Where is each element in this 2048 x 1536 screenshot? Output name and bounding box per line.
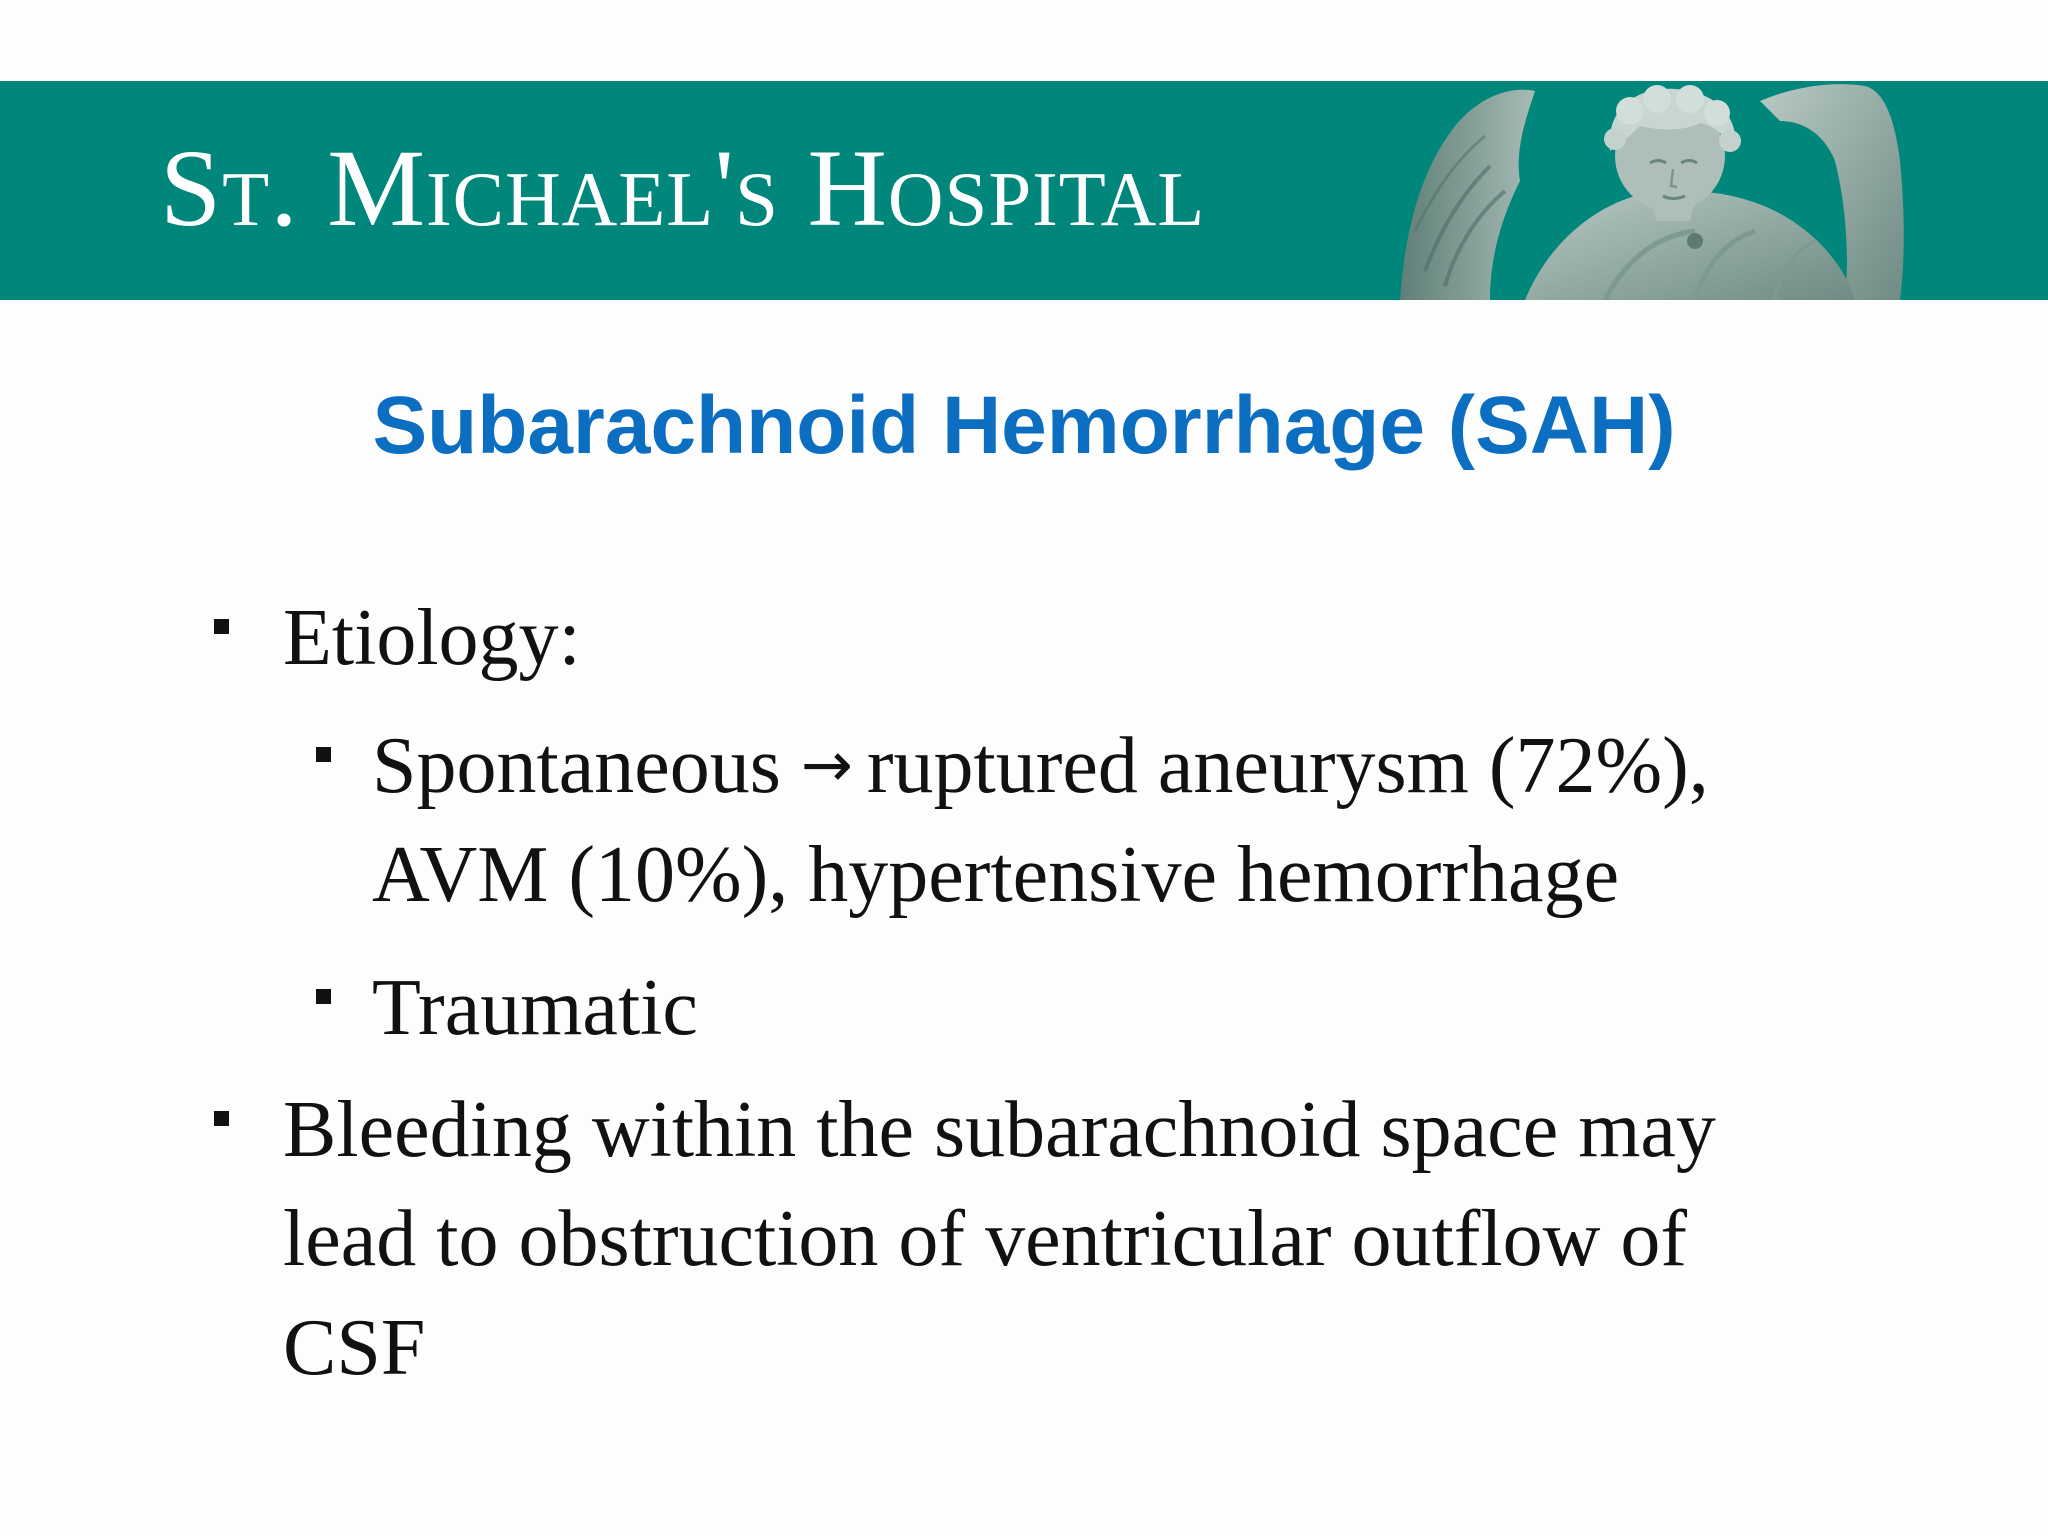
bullet-etiology: Etiology: xyxy=(283,594,581,682)
angel-statue-image xyxy=(1395,81,1910,300)
sub-bullet-marker xyxy=(316,989,331,1004)
sub-bullet-spontaneous-line2: AVM (10%), hypertensive hemorrhage xyxy=(372,831,1620,919)
bullet-bleeding-line3: CSF xyxy=(283,1304,426,1392)
sub-bullet-marker xyxy=(316,747,331,762)
bullet-marker xyxy=(214,619,229,634)
hospital-name: St. Michael's Hospital xyxy=(160,127,1206,249)
sub-bullet-traumatic: Traumatic xyxy=(372,964,698,1052)
bullet-marker xyxy=(214,1111,229,1126)
right-arrow-icon: → xyxy=(800,728,853,801)
sub-bullet-spontaneous-line1 xyxy=(372,722,1709,810)
spontaneous-label: Spontaneous xyxy=(372,722,781,810)
bullet-bleeding-line1: Bleeding within the subarachnoid space may xyxy=(283,1086,1716,1174)
bullet-bleeding-line2: lead to obstruction of ventricular outflow of xyxy=(283,1195,1688,1283)
slide-title: Subarachnoid Hemorrhage (SAH) xyxy=(372,380,1676,471)
header-banner xyxy=(0,81,2048,300)
spontaneous-causes: ruptured aneurysm (72%), xyxy=(866,722,1709,810)
